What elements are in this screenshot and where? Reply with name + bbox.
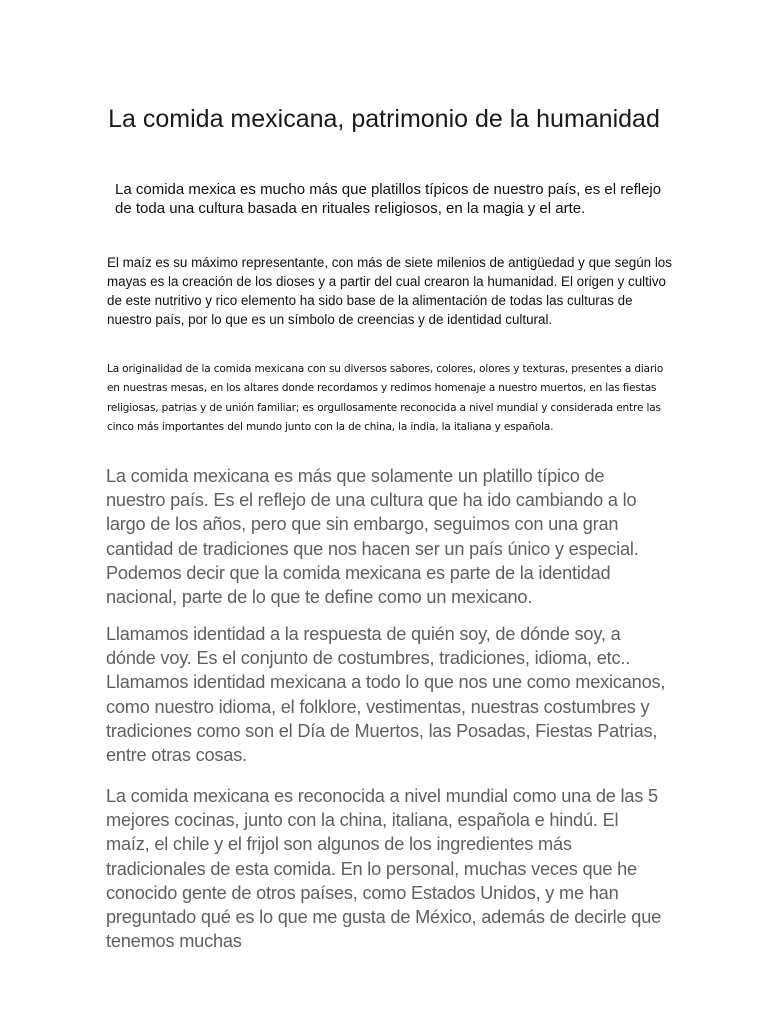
intro-paragraph: La comida mexica es mucho más que platillos típicos de nuestro país, es el reflejo de toda una cultura basada en rituales religiosos, en la magia y el arte. (115, 181, 662, 217)
paragraph-maiz: El maíz es su máximo representante, con más de siete milenios de antigüedad y que según los mayas es la creación de los dioses y a partir del cual crearon la humanidad. El origen y cultivo de este nutritivo y rico elemento ha sido base de la alimentación de todas las culturas de nuestro país, por lo que es un símbolo de creencias y de identidad cultural. (107, 255, 672, 327)
paragraph-reconocida: La comida mexicana es reconocida a nivel mundial como una de las 5 mejores cocinas, junto con la china, italiana, española e hindú. El maíz, el chile y el frijol son algunos de los ingredientes más tradicionales de esta comida. En lo personal, muchas veces que he conocido gente de otros países, como Estados Unidos, y me han preguntado qué es lo que me gusta de México, además de decirle que tenemos muchas (106, 786, 662, 952)
paragraph-comida-mexicana: La comida mexicana es más que solamente un platillo típico de nuestro país. Es el reflejo de una cultura que ha ido cambiando a lo largo de los años, pero que sin embargo, seguimos con una gran cantidad de tradiciones que nos hacen ser un país único y especial. Podemos decir que la comida mexicana es parte de la identidad nacional, parte de lo que te define como un mexicano. (106, 466, 639, 608)
paragraph-originalidad: La originalidad de la comida mexicana con su diversos sabores, colores, olores y texturas, presentes a diario en nuestras mesas, en los altares donde recordamos y redimos homenaje a nuestro muertos, en las fiestas religiosas, patrias y de unión familiar; es orgullosamente reconocida a nivel mundial y considerada entre las cinco más importantes del mundo junto con la de china, la india, la italiana y española. (107, 363, 664, 433)
document-title: La comida mexicana, patrimonio de la humanidad (108, 105, 660, 133)
paragraph-identidad: Llamamos identidad a la respuesta de quién soy, de dónde soy, a dónde voy. Es el conjunto de costumbres, tradiciones, idioma, etc.. Llamamos identidad mexicana a todo lo que nos une como mexicanos, como nuestro idioma, el folklore, vestimentas, nuestras costumbres y tradiciones como son el Día de Muertos, las Posadas, Fiestas Patrias, entre otras cosas. (106, 624, 666, 766)
